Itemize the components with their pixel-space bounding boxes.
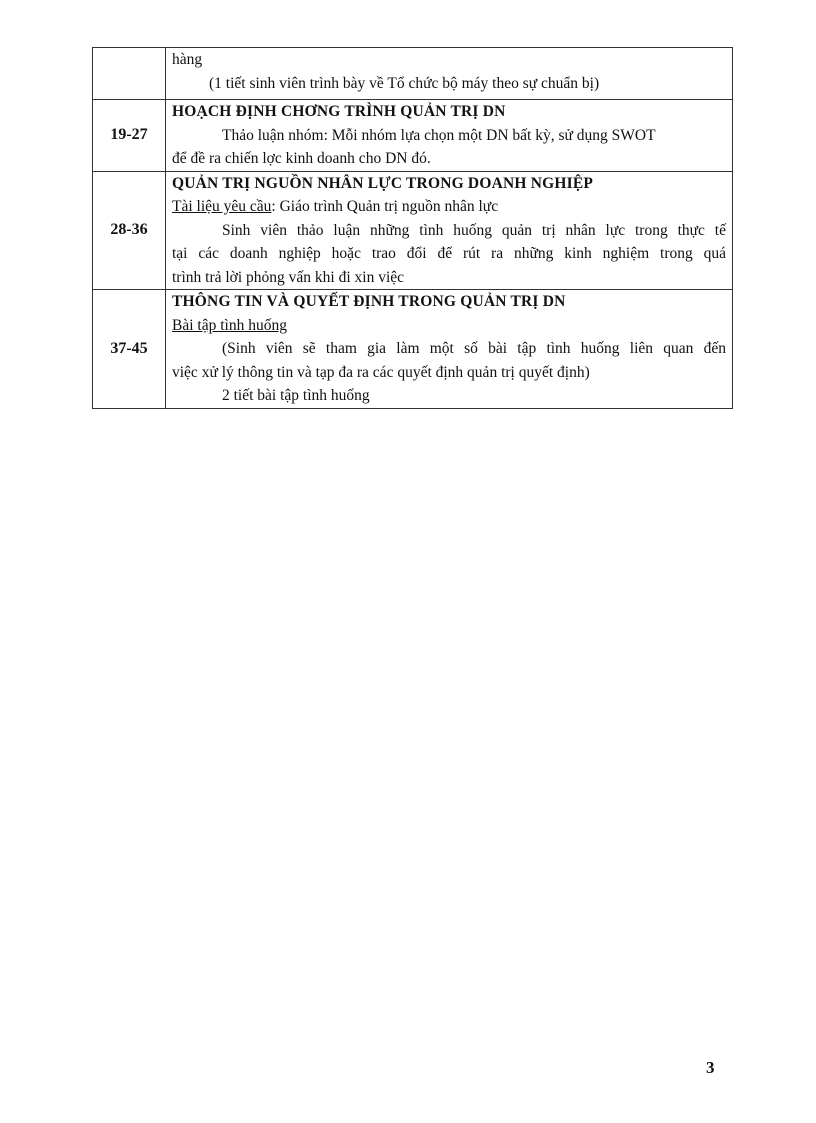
period-cell: 28-36	[93, 171, 166, 290]
content-cell	[166, 171, 733, 290]
paragraph-line: (Sinh viên sẽ tham gia làm một số bài tập tình huống liên quan đến	[222, 340, 726, 357]
reference-line	[172, 195, 726, 219]
section-heading: THÔNG TIN VÀ QUYẾT ĐỊNH TRONG QUẢN TRỊ DN	[172, 293, 566, 310]
section-heading: QUẢN TRỊ NGUỒN NHÂN LỰC TRONG DOANH NGHIỆP	[172, 174, 594, 192]
paragraph-line: Thảo luận nhóm: Mỗi nhóm lựa chọn một DN bất kỳ, sử dụng SWOT	[222, 126, 656, 144]
table-row	[93, 171, 733, 290]
period-cell: 19-27	[93, 100, 166, 172]
paragraph-line: tại các doanh nghiệp hoặc trao đổi để rút ra những kinh nghiệm trong quá	[172, 245, 726, 262]
content-cell	[166, 290, 733, 409]
paragraph-line: việc xử lý thông tin và tạp đa ra các quyết định quản trị quyết định)	[172, 363, 590, 381]
paragraph-line: để đề ra chiến lợc kinh doanh cho DN đó.	[172, 150, 431, 167]
table-row	[93, 100, 733, 172]
table-row	[93, 48, 733, 100]
content-cell	[166, 48, 733, 100]
content-line: hàng	[172, 51, 203, 68]
paragraph-line: 2 tiết bài tập tình huống	[222, 387, 370, 404]
reference-label: Bài tập tình huống	[172, 316, 287, 334]
section-heading: HOẠCH ĐỊNH CHƠNG TRÌNH QUẢN TRỊ DN	[172, 103, 506, 120]
content-cell	[166, 100, 733, 172]
table-row	[93, 290, 733, 409]
period-cell	[93, 48, 166, 100]
reference-label: Tài liệu yêu cầu	[172, 198, 272, 215]
reference-text: : Giáo trình Quản trị nguồn nhân lực	[271, 198, 499, 215]
schedule-table	[92, 47, 733, 409]
period-cell: 37-45	[93, 290, 166, 409]
paragraph-line: Sinh viên thảo luận những tình huống quản trị nhân lực trong thực tế	[222, 221, 726, 239]
paragraph-line: trình trả lời phỏng vấn khi đi xin việc	[172, 268, 405, 286]
content-line: (1 tiết sinh viên trình bày về Tổ chức bộ máy theo sự chuẩn bị)	[209, 74, 600, 92]
page-number: 3	[706, 1058, 715, 1077]
